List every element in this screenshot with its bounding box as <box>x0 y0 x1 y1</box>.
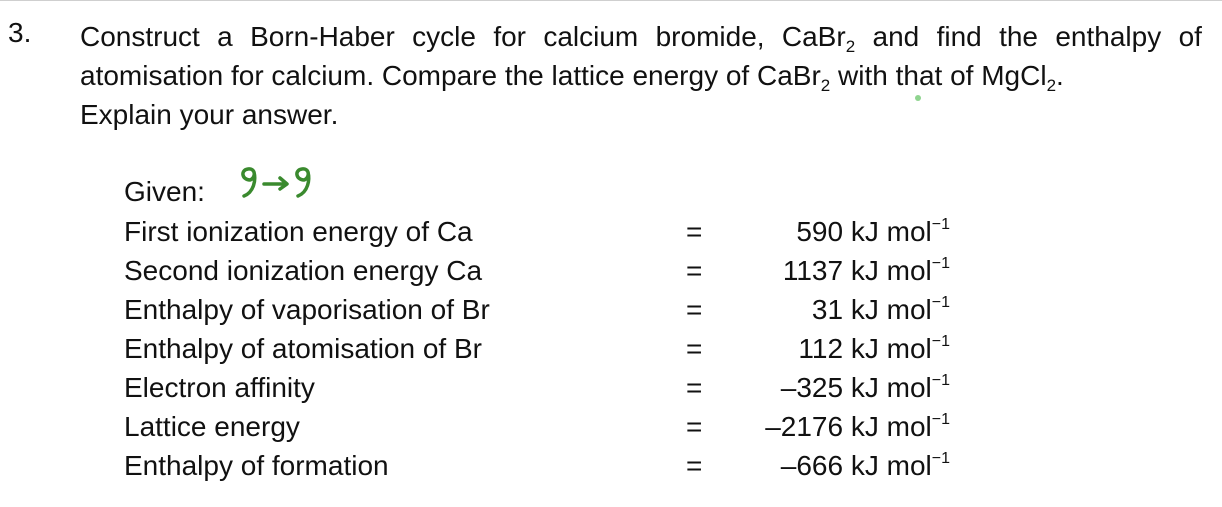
value-exponent: −1 <box>931 411 950 428</box>
word: calcium <box>543 21 639 52</box>
word: the <box>999 21 1038 52</box>
handwritten-g-right <box>297 169 309 196</box>
row-value <box>690 212 950 251</box>
value-text: 590 kJ mol <box>796 216 932 247</box>
row-value <box>690 251 950 290</box>
equals-sign: = <box>686 216 703 247</box>
equals-sign: = <box>686 294 703 325</box>
word: and <box>872 21 920 52</box>
handwritten-annotation <box>236 166 316 202</box>
value-text: 31 kJ mol <box>811 294 932 325</box>
word: Born-Haber <box>250 21 395 52</box>
value-exponent: −1 <box>931 333 950 350</box>
word: Construct <box>80 21 200 52</box>
formula-subscript: 2 <box>820 76 831 95</box>
handwritten-g-left <box>243 169 255 196</box>
row-value <box>690 329 950 368</box>
line2-part-a: atomisation for calcium. Compare the lattice energy of CaBr <box>80 60 821 91</box>
value-exponent: −1 <box>931 255 950 272</box>
row-value <box>690 368 950 407</box>
word: for <box>493 21 526 52</box>
line2-period: . <box>1056 60 1064 91</box>
value-text: –325 kJ mol <box>780 372 932 403</box>
row-label: Enthalpy of vaporisation of Br <box>124 294 490 325</box>
question-number: 3. <box>8 17 32 48</box>
question-line-3: Explain your answer. <box>80 99 339 130</box>
equals-sign: = <box>686 372 703 403</box>
formula-cabr2 <box>782 17 855 56</box>
equals-sign: = <box>686 333 703 364</box>
given-section <box>124 172 205 211</box>
row-value <box>690 446 950 485</box>
value-text: –666 kJ mol <box>780 450 932 481</box>
equals-sign: = <box>686 411 703 442</box>
row-label: Enthalpy of formation <box>124 450 389 481</box>
equals-sign: = <box>686 255 703 286</box>
row-value <box>690 290 950 329</box>
word: enthalpy <box>1055 21 1162 52</box>
value-text: 1137 kJ mol <box>782 255 932 286</box>
word: bromide, <box>655 21 765 52</box>
formula-text: CaBr <box>781 21 846 52</box>
question-text <box>80 17 1215 134</box>
question-line-1 <box>80 17 1202 56</box>
row-label: Electron affinity <box>124 372 315 403</box>
formula-subscript: 2 <box>1046 76 1057 95</box>
value-text: –2176 kJ mol <box>765 411 932 442</box>
value-exponent: −1 <box>931 294 950 311</box>
row-label: First ionization energy of Ca <box>124 216 473 247</box>
row-label: Second ionization energy Ca <box>124 255 483 286</box>
word: a <box>217 21 233 52</box>
value-exponent: −1 <box>931 372 950 389</box>
top-divider <box>0 0 1222 1</box>
pen-dot-mark <box>915 95 921 101</box>
row-label: Enthalpy of atomisation of Br <box>124 333 482 364</box>
value-exponent: −1 <box>931 216 950 233</box>
word: of <box>1178 21 1202 52</box>
value-text: 112 kJ mol <box>798 333 932 364</box>
given-label: Given: <box>124 176 205 207</box>
value-exponent: −1 <box>931 450 950 467</box>
equals-sign: = <box>686 450 703 481</box>
handwritten-arrow <box>264 178 287 189</box>
formula-subscript: 2 <box>845 37 856 56</box>
row-value <box>690 407 950 446</box>
question-line-2 <box>80 56 1215 95</box>
word: find <box>936 21 982 52</box>
word: cycle <box>412 21 476 52</box>
line2-part-b: with that of MgCl <box>830 60 1047 91</box>
row-label: Lattice energy <box>124 411 300 442</box>
